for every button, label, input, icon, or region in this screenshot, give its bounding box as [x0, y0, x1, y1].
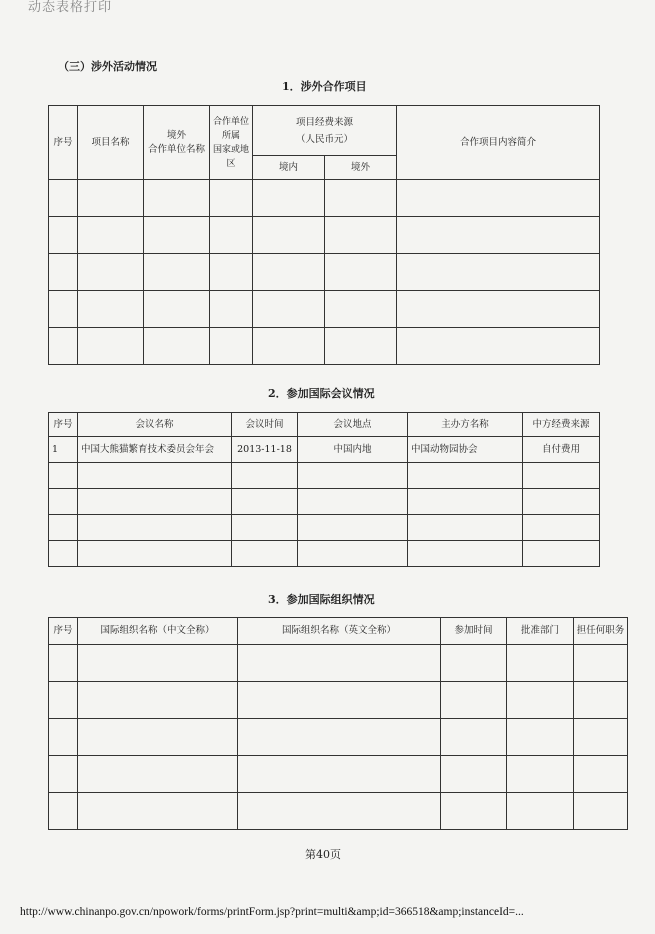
- column-header: 参加时间: [441, 618, 507, 645]
- column-header: 主办方名称: [408, 413, 523, 437]
- table-cell: [253, 291, 325, 328]
- table-row: [49, 463, 600, 489]
- table-cell: [238, 645, 441, 682]
- table-cell: [523, 515, 600, 541]
- table-cell: 自付费用: [523, 437, 600, 463]
- table-row: [49, 254, 600, 291]
- table-cell: [408, 463, 523, 489]
- table-cell: [507, 756, 574, 793]
- table-cell: [397, 254, 600, 291]
- table-cell: 中国大熊猫繁育技术委员会年会: [78, 437, 232, 463]
- table-cell: [49, 793, 78, 830]
- table-row: [49, 515, 600, 541]
- table-row: [49, 291, 600, 328]
- table-cell: [507, 719, 574, 756]
- international-conference-table: [48, 412, 600, 567]
- table-cell: [523, 541, 600, 567]
- table-cell: [49, 328, 78, 365]
- table-cell: [210, 254, 253, 291]
- table-cell: [49, 180, 78, 217]
- header-project-name: 项目名称: [78, 106, 144, 180]
- table-cell: 中国动物园协会: [408, 437, 523, 463]
- table-cell: [574, 682, 628, 719]
- table-cell: [325, 217, 397, 254]
- table-row: [49, 180, 600, 217]
- table-cell: [507, 645, 574, 682]
- header-overseas: 境外: [325, 156, 397, 180]
- table-cell: [298, 515, 408, 541]
- table3-title: 3．参加国际组织情况: [268, 593, 375, 606]
- table-cell: [441, 719, 507, 756]
- table-row: [49, 682, 628, 719]
- table-cell: [78, 541, 232, 567]
- table2-title: 2．参加国际会议情况: [268, 387, 375, 400]
- table-cell: [253, 328, 325, 365]
- table-cell: [325, 180, 397, 217]
- table-cell: [144, 180, 210, 217]
- page-number: 第40页: [305, 848, 341, 861]
- table-row: [49, 217, 600, 254]
- table-cell: [232, 463, 298, 489]
- table-cell: [49, 254, 78, 291]
- table-row: [49, 541, 600, 567]
- table-cell: [78, 489, 232, 515]
- table-cell: [238, 793, 441, 830]
- table-cell: [441, 756, 507, 793]
- footer-url[interactable]: http://www.chinanpo.gov.cn/npowork/forms/printForm.jsp?print=multi&amp;id=366518&amp;instanceId=...: [20, 906, 524, 918]
- table-cell: [298, 463, 408, 489]
- table1-title: 1．涉外合作项目: [282, 80, 367, 93]
- table-cell: [441, 793, 507, 830]
- table-cell: [238, 756, 441, 793]
- table-cell: 1: [49, 437, 78, 463]
- header-note: 动态表格打印: [28, 0, 113, 15]
- table-cell: [78, 180, 144, 217]
- table-cell: [523, 463, 600, 489]
- table-cell: [78, 515, 232, 541]
- table-cell: [397, 328, 600, 365]
- table-cell: [397, 180, 600, 217]
- table-cell: [78, 463, 232, 489]
- header-seq: 序号: [49, 106, 78, 180]
- table-row: [49, 793, 628, 830]
- column-header: 国际组织名称（中文全称）: [78, 618, 238, 645]
- table-cell: [78, 291, 144, 328]
- table-cell: [210, 291, 253, 328]
- table-cell: [574, 756, 628, 793]
- table-cell: [49, 541, 78, 567]
- table-cell: [507, 793, 574, 830]
- column-header: 会议名称: [78, 413, 232, 437]
- table-cell: [298, 489, 408, 515]
- column-header: 会议地点: [298, 413, 408, 437]
- table-cell: [325, 291, 397, 328]
- table-cell: [408, 489, 523, 515]
- column-header: 序号: [49, 413, 78, 437]
- section-title: （三）涉外活动情况: [58, 60, 157, 73]
- table-cell: [574, 719, 628, 756]
- table-cell: [144, 291, 210, 328]
- table-cell: [441, 645, 507, 682]
- foreign-cooperation-table: [48, 105, 600, 365]
- column-header: 会议时间: [232, 413, 298, 437]
- table-cell: [408, 541, 523, 567]
- header-summary: 合作项目内容简介: [397, 106, 600, 180]
- table-row: [49, 719, 628, 756]
- table-cell: [232, 515, 298, 541]
- table-cell: [49, 682, 78, 719]
- table-cell: [298, 541, 408, 567]
- table-cell: [49, 463, 78, 489]
- table-cell: [397, 291, 600, 328]
- table-cell: [325, 328, 397, 365]
- column-header: 中方经费来源: [523, 413, 600, 437]
- table-cell: [78, 328, 144, 365]
- table-cell: [574, 645, 628, 682]
- table-cell: [408, 515, 523, 541]
- table-cell: [441, 682, 507, 719]
- table-cell: [78, 719, 238, 756]
- table-cell: [210, 217, 253, 254]
- header-partner-country: 合作单位 所属 国家或地 区: [210, 106, 253, 180]
- table-cell: [78, 682, 238, 719]
- table-cell: [507, 682, 574, 719]
- table-cell: [49, 756, 78, 793]
- table-cell: 2013-11-18: [232, 437, 298, 463]
- column-header: 序号: [49, 618, 78, 645]
- international-organization-table: [48, 617, 628, 830]
- table-row: [49, 756, 628, 793]
- table-cell: [78, 645, 238, 682]
- table-cell: [210, 328, 253, 365]
- table-cell: [523, 489, 600, 515]
- table-cell: [210, 180, 253, 217]
- table-cell: [49, 489, 78, 515]
- table-cell: [232, 489, 298, 515]
- table-cell: [78, 254, 144, 291]
- table-cell: [232, 541, 298, 567]
- table-cell: [49, 217, 78, 254]
- header-funding-source: 项目经费来源 （人民币元）: [253, 106, 397, 156]
- column-header: 批准部门: [507, 618, 574, 645]
- table-cell: [397, 217, 600, 254]
- column-header: 国际组织名称（英文全称）: [238, 618, 441, 645]
- table-cell: [49, 719, 78, 756]
- table-cell: [253, 180, 325, 217]
- table-cell: [144, 217, 210, 254]
- table-cell: [49, 645, 78, 682]
- table-row: [49, 328, 600, 365]
- table-cell: [144, 328, 210, 365]
- table-cell: [238, 682, 441, 719]
- table-cell: [238, 719, 441, 756]
- table-row: [49, 437, 600, 463]
- table-row: [49, 645, 628, 682]
- table-cell: [78, 756, 238, 793]
- table-cell: [78, 793, 238, 830]
- table-cell: [49, 515, 78, 541]
- table-cell: [574, 793, 628, 830]
- table-row: [49, 489, 600, 515]
- table-cell: [253, 217, 325, 254]
- table-cell: [78, 217, 144, 254]
- table-cell: [49, 291, 78, 328]
- header-foreign-partner: 境外 合作单位名称: [144, 106, 210, 180]
- table-cell: [325, 254, 397, 291]
- table-cell: [144, 254, 210, 291]
- table-cell: [253, 254, 325, 291]
- header-domestic: 境内: [253, 156, 325, 180]
- table-cell: 中国内地: [298, 437, 408, 463]
- column-header: 担任何职务: [574, 618, 628, 645]
